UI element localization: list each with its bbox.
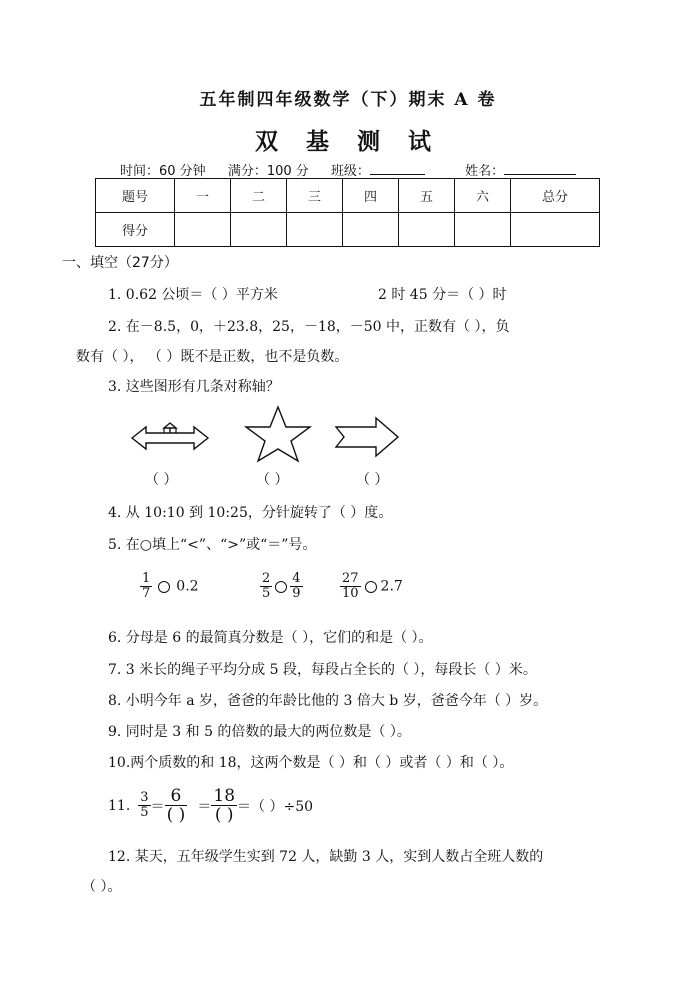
question-10: 10.两个质数的和 18，这两个数是（ ）和（ ）或者（ ）和（ ）。 <box>108 755 514 771</box>
double-arrow-figure <box>130 415 210 461</box>
name-field: 姓名： <box>465 164 594 179</box>
class-blank <box>370 162 425 175</box>
full-score: 满分：100 分 <box>227 164 309 179</box>
compare-circle[interactable] <box>275 581 287 593</box>
score-table <box>95 178 600 247</box>
compare-1: $\frac{1}{7}$ 0.2 <box>142 571 199 601</box>
time-limit: 时间：60 分钟 <box>120 164 206 179</box>
score-header-cell: 总分 <box>511 179 600 213</box>
fraction: $\frac{4}{9}$ <box>292 571 301 601</box>
score-header-cell: 六 <box>455 179 511 213</box>
question-1a: 1. 0.62 公顷＝（ ）平方米 <box>108 287 278 303</box>
question-12-line2: （ ）。 <box>82 879 122 895</box>
score-table-header-row <box>96 179 600 213</box>
answer-paren-1[interactable]: （ ） <box>145 472 178 488</box>
exam-meta <box>120 160 594 179</box>
score-cell[interactable] <box>287 213 343 247</box>
question-4: 4. 从 10:10 到 10:25，分针旋转了（ ）度。 <box>108 505 393 521</box>
fraction: $\frac{3}{5}$ <box>140 790 149 820</box>
compare-3: $\frac{27}{10}$ 2.7 <box>342 571 403 601</box>
star-figure <box>242 405 314 463</box>
score-cell[interactable] <box>343 213 399 247</box>
question-6: 6. 分母是 6 的最简真分数是（ ），它们的和是（ ）。 <box>108 630 433 646</box>
fraction: $\frac{27}{10}$ <box>342 571 359 601</box>
question-12-line1: 12. 某天，五年级学生实到 72 人，缺勤 3 人，实到人数占全班人数的 <box>108 849 544 865</box>
score-header-cell: 五 <box>399 179 455 213</box>
page-subtitle: 双 基 测 试 <box>254 128 442 155</box>
question-3: 3. 这些图形有几条对称轴？ <box>108 379 280 395</box>
score-cell[interactable] <box>399 213 455 247</box>
fraction: $\frac{1}{7}$ <box>142 571 151 601</box>
score-header-cell: 一 <box>175 179 231 213</box>
question-11: 11. $\frac{3}{5}$ ＝ $\frac{6}{( )}$ ＝ $\frac{18}{( )}$ ＝（ ）÷50 <box>108 786 314 825</box>
score-table-row <box>96 213 600 247</box>
compare-circle[interactable] <box>365 581 377 593</box>
fraction: $\frac{18}{( )}$ <box>213 786 236 825</box>
fraction: $\frac{2}{5}$ <box>262 571 271 601</box>
name-blank <box>504 162 576 175</box>
score-cell[interactable] <box>175 213 231 247</box>
score-cell[interactable] <box>455 213 511 247</box>
question-8: 8. 小明今年 a 岁，爸爸的年龄比他的 3 倍大 b 岁，爸爸今年（ ）岁。 <box>108 693 548 709</box>
section-heading: 一、填空（27分） <box>62 255 178 271</box>
question-2-line1: 2. 在－8.5，0，＋23.8，25，－18，－50 中，正数有（ ），负 <box>108 319 510 335</box>
question-2-line2: 数有（ ）， （ ）既不是正数，也不是负数。 <box>76 349 349 365</box>
fraction: $\frac{6}{( )}$ <box>165 787 188 824</box>
class-field: 班级： <box>331 164 443 179</box>
score-header-cell: 二 <box>231 179 287 213</box>
score-header-cell: 四 <box>343 179 399 213</box>
question-9: 9. 同时是 3 和 5 的倍数的最大的两位数是（ ）。 <box>108 724 411 740</box>
score-cell[interactable] <box>511 213 600 247</box>
score-row-label: 得分 <box>96 213 175 247</box>
compare-2 <box>260 572 303 601</box>
question-7: 7. 3 米长的绳子平均分成 5 段，每段占全长的（ ），每段长（ ）米。 <box>108 662 537 678</box>
score-cell[interactable] <box>231 213 287 247</box>
page-title: 五年制四年级数学（下）期末 A 卷 <box>199 90 497 110</box>
score-header-cell: 题号 <box>96 179 175 213</box>
answer-paren-2[interactable]: （ ） <box>256 472 289 488</box>
answer-paren-3[interactable]: （ ） <box>356 472 389 488</box>
score-header-cell: 三 <box>287 179 343 213</box>
right-arrow-figure <box>332 415 402 459</box>
compare-circle[interactable] <box>158 581 170 593</box>
question-5: 5. 在○填上“<”、“>”或“＝”号。 <box>108 537 317 553</box>
question-1b: 2 时 45 分＝（ ）时 <box>378 287 507 303</box>
